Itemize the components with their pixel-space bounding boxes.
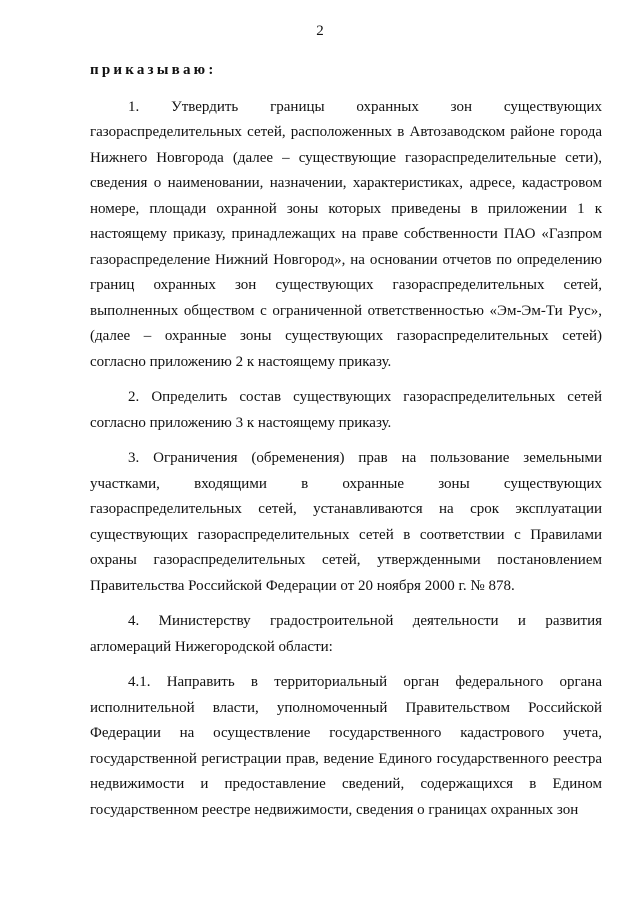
document-body bbox=[90, 58, 602, 823]
order-heading: приказываю: bbox=[90, 62, 217, 78]
paragraph-3-restrictions: 3. Ограничения (обременения) прав на пользование земельными участками, входящими в охранные зоны существующих газораспределительных сетей, устанавливаются на срок эксплуатации существующих газораспределительных сетей в соответствии с Правилами охраны газораспределительных сетей, утвержденными постановлением Правительства Российской Федерации от 20 ноября 2000 г. № 878. bbox=[90, 450, 602, 594]
page-number: 2 bbox=[316, 23, 324, 39]
paragraph-2-composition: 2. Определить состав существующих газораспределительных сетей согласно приложению 3 к настоящему приказу. bbox=[90, 389, 602, 431]
paragraph-1-boundaries: 1. Утвердить границы охранных зон существующих газораспределительных сетей, расположенных в Автозаводском районе города Нижнего Новгорода (далее – существующие газораспределительные сети), сведения о наименовании, назначении, характеристиках, адресе, кадастровом номере, площади охранной зоны которых приведены в приложении 1 к настоящему приказу, принадлежащих на праве собственности ПАО «Газпром газораспределение Нижний Новгород», на основании отчетов по определению границ охранных зон существующих газораспределительных сетей, выполненных обществом с ограниченной ответственностью «Эм-Эм-Ти Рус», (далее – охранные зоны существующих газораспределительных сетей) согласно приложению 2 к настоящему приказу. bbox=[90, 98, 602, 370]
paragraph-4-1-send: 4.1. Направить в территориальный орган федерального органа исполнительной власти, уполномоченный Правительством Российской Федерации на осуществление государственного кадастрового учета, государственной регистрации прав, ведение Единого государственного реестра недвижимости и предоставление сведений, содержащихся в Едином государственном реестре недвижимости, сведения о границах охранных зон bbox=[90, 674, 602, 818]
paragraph-4-ministry: 4. Министерству градостроительной деятельности и развития агломераций Нижегородской области: bbox=[90, 613, 602, 655]
